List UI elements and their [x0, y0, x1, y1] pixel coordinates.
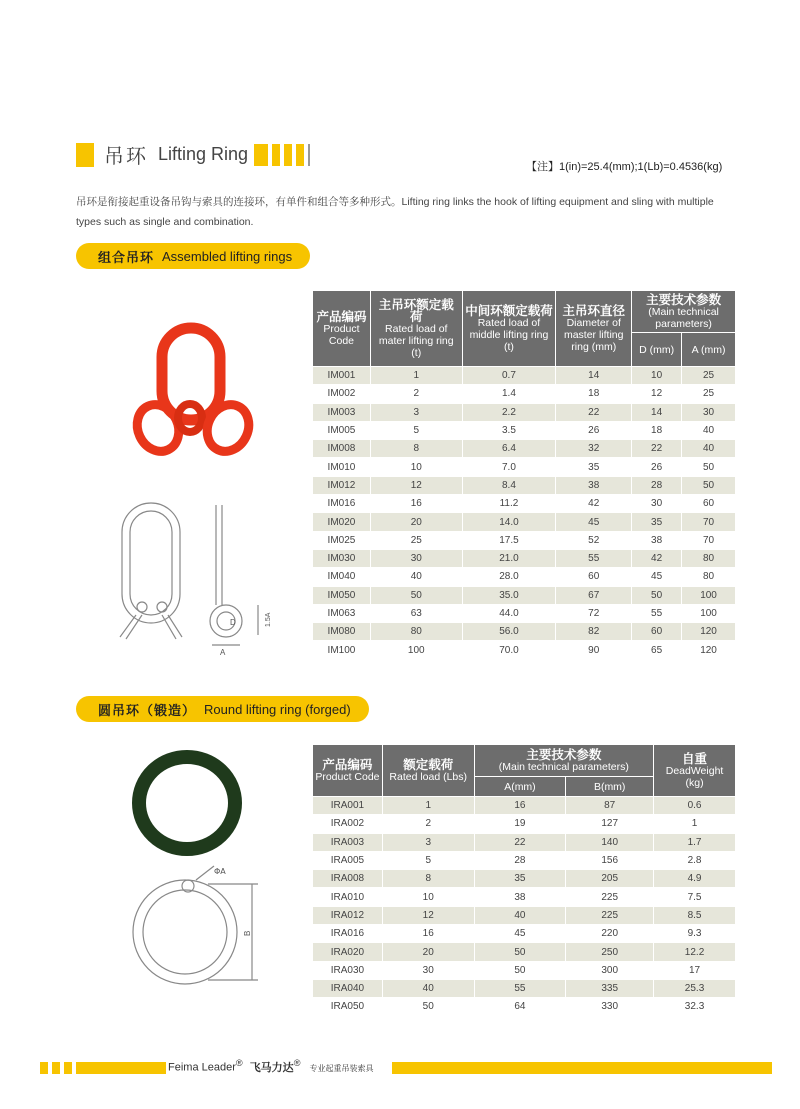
table-cell: 22 — [556, 403, 632, 421]
table-cell: IRA020 — [313, 943, 383, 961]
table-cell: 26 — [632, 458, 682, 476]
table-cell: 12 — [370, 476, 462, 494]
table-row — [313, 604, 736, 622]
table-cell: 35.0 — [462, 586, 556, 604]
table-cell: IM012 — [313, 476, 371, 494]
table-cell: 0.7 — [462, 367, 556, 385]
section-description: 吊环是衔接起重设备吊钩与索具的连接环，有单件和组合等多种形式。Lifting ring links the hook of lifting equipment and sling with multiple types such as single and combination. — [76, 196, 714, 228]
table-cell: 70 — [682, 513, 736, 531]
table-row — [313, 568, 736, 586]
table-cell: 19 — [474, 815, 566, 833]
table-cell: IRA030 — [313, 961, 383, 979]
drawing-label-b: B — [243, 930, 252, 936]
table-cell: 60 — [682, 495, 736, 513]
table-cell: IRA040 — [313, 979, 383, 997]
table-cell: 32 — [556, 440, 632, 458]
table-cell: 1 — [654, 815, 736, 833]
table-cell: 50 — [682, 476, 736, 494]
table-cell: 10 — [382, 888, 474, 906]
table-cell: 65 — [632, 641, 682, 659]
table-cell: 30 — [682, 403, 736, 421]
table-cell: 40 — [474, 906, 566, 924]
col-header-round-load: 额定载荷 Rated load (Lbs) — [382, 745, 474, 797]
assembled-heading-en: Assembled lifting rings — [162, 248, 293, 264]
table-cell: 30 — [632, 495, 682, 513]
table-cell: 28 — [474, 851, 566, 869]
round-heading-cn: 圆吊环（锻造） — [98, 703, 197, 719]
table-cell: 40 — [682, 440, 736, 458]
table-row — [313, 458, 736, 476]
round-ring — [139, 757, 235, 849]
table-cell: 225 — [566, 888, 654, 906]
table-row — [313, 385, 736, 403]
table-cell: IM020 — [313, 513, 371, 531]
table-cell: IM063 — [313, 604, 371, 622]
table-row — [313, 641, 736, 659]
col-header-diameter: 主吊环直径 Diameter of master lifting ring (mm) — [556, 291, 632, 367]
table-cell: 42 — [632, 549, 682, 567]
round-ring-drawing — [120, 862, 270, 992]
table-cell: 38 — [556, 476, 632, 494]
brand-en: Feima Leader — [168, 1061, 236, 1074]
table-cell: 67 — [556, 586, 632, 604]
table-cell: 35 — [556, 458, 632, 476]
round-spec-table — [312, 744, 736, 1017]
table-row — [313, 998, 736, 1016]
table-cell: 8.4 — [462, 476, 556, 494]
table-cell: 50 — [370, 586, 462, 604]
table-cell: 40 — [682, 421, 736, 439]
table-row — [313, 925, 736, 943]
table-cell: IM010 — [313, 458, 371, 476]
table-row — [313, 421, 736, 439]
table-cell: 127 — [566, 815, 654, 833]
title-cn: 吊环 — [104, 144, 148, 168]
assembled-table-body — [313, 367, 736, 660]
table-cell: 82 — [556, 623, 632, 641]
table-cell: 9.3 — [654, 925, 736, 943]
table-cell: 90 — [556, 641, 632, 659]
table-cell: 38 — [632, 531, 682, 549]
unit-note: 【注】1(in)=25.4(mm);1(Lb)=0.4536(kg) — [526, 161, 723, 173]
table-cell: 120 — [682, 623, 736, 641]
table-cell: 25 — [682, 385, 736, 403]
table-cell: IRA010 — [313, 888, 383, 906]
table-cell: IM030 — [313, 549, 371, 567]
title-en: Lifting Ring — [158, 144, 249, 164]
table-cell: 80 — [682, 568, 736, 586]
table-cell: IM040 — [313, 568, 371, 586]
col-header-round-b: B(mm) — [566, 777, 654, 797]
table-cell: 8 — [370, 440, 462, 458]
table-cell: 63 — [370, 604, 462, 622]
table-row — [313, 495, 736, 513]
table-row — [313, 403, 736, 421]
table-cell: 18 — [556, 385, 632, 403]
table-cell: 1.7 — [654, 833, 736, 851]
col-header-middle-load: 中间环额定载荷 Rated load of middle lifting ring (t) — [462, 291, 556, 367]
assembled-spec-table — [312, 290, 736, 660]
table-cell: IRA001 — [313, 797, 383, 815]
table-cell: 140 — [566, 833, 654, 851]
page-footer — [40, 1058, 772, 1074]
table-cell: 60 — [632, 623, 682, 641]
table-cell: 120 — [682, 641, 736, 659]
drawing-label-1-5a: 1.5A — [265, 612, 272, 627]
table-cell: 8 — [382, 870, 474, 888]
round-heading-en: Round lifting ring (forged) — [204, 701, 351, 717]
table-cell: IRA016 — [313, 925, 383, 943]
table-cell: 72 — [556, 604, 632, 622]
table-row — [313, 870, 736, 888]
table-cell: 55 — [474, 979, 566, 997]
table-cell: 20 — [382, 943, 474, 961]
table-cell: 11.2 — [462, 495, 556, 513]
table-cell: 30 — [382, 961, 474, 979]
table-cell: 100 — [370, 641, 462, 659]
table-cell: 40 — [382, 979, 474, 997]
table-row — [313, 549, 736, 567]
table-cell: IM002 — [313, 385, 371, 403]
table-cell: 3.5 — [462, 421, 556, 439]
table-cell: 22 — [474, 833, 566, 851]
table-cell: 5 — [370, 421, 462, 439]
footer-brand — [168, 1058, 374, 1075]
table-cell: 3 — [382, 833, 474, 851]
table-cell: 2.2 — [462, 403, 556, 421]
table-cell: 10 — [370, 458, 462, 476]
drawing-label-a: A — [220, 648, 226, 657]
table-cell: IRA008 — [313, 870, 383, 888]
col-header-round-a: A(mm) — [474, 777, 566, 797]
table-cell: IRA002 — [313, 815, 383, 833]
table-cell: 28.0 — [462, 568, 556, 586]
table-cell: 2.8 — [654, 851, 736, 869]
table-cell: 0.6 — [654, 797, 736, 815]
table-cell: 42 — [556, 495, 632, 513]
assembled-heading-cn: 组合吊环 — [98, 250, 155, 266]
assembled-heading — [76, 243, 310, 269]
table-cell: IM005 — [313, 421, 371, 439]
table-cell: 5 — [382, 851, 474, 869]
round-table-body — [313, 797, 736, 1017]
table-cell: IM100 — [313, 641, 371, 659]
table-cell: 330 — [566, 998, 654, 1016]
table-cell: 100 — [682, 586, 736, 604]
table-cell: 12 — [632, 385, 682, 403]
table-cell: 35 — [632, 513, 682, 531]
table-cell: 1 — [382, 797, 474, 815]
table-cell: 26 — [556, 421, 632, 439]
table-cell: 250 — [566, 943, 654, 961]
table-cell: 17 — [654, 961, 736, 979]
table-cell: 70.0 — [462, 641, 556, 659]
table-row — [313, 888, 736, 906]
table-cell: 100 — [682, 604, 736, 622]
table-cell: 45 — [556, 513, 632, 531]
table-cell: 32.3 — [654, 998, 736, 1016]
table-row — [313, 797, 736, 815]
table-cell: 6.4 — [462, 440, 556, 458]
brand-reg: ® — [235, 1058, 243, 1068]
table-cell: 300 — [566, 961, 654, 979]
table-cell: 14 — [632, 403, 682, 421]
table-row — [313, 513, 736, 531]
table-cell: 25.3 — [654, 979, 736, 997]
table-row — [313, 833, 736, 851]
round-ring-photo — [130, 748, 245, 858]
table-cell: 55 — [556, 549, 632, 567]
brand-cn-reg: ® — [293, 1058, 301, 1068]
title-accent-square — [76, 143, 94, 167]
table-cell: 50 — [382, 998, 474, 1016]
table-cell: 56.0 — [462, 623, 556, 641]
table-cell: 21.0 — [462, 549, 556, 567]
table-cell: 7.5 — [654, 888, 736, 906]
table-cell: IRA012 — [313, 906, 383, 924]
table-cell: IM008 — [313, 440, 371, 458]
table-cell: 50 — [632, 586, 682, 604]
table-cell: IM080 — [313, 623, 371, 641]
table-cell: 30 — [370, 549, 462, 567]
table-cell: 7.0 — [462, 458, 556, 476]
table-cell: 64 — [474, 998, 566, 1016]
table-cell: 55 — [632, 604, 682, 622]
table-row — [313, 367, 736, 385]
table-cell: IM016 — [313, 495, 371, 513]
table-cell: 22 — [632, 440, 682, 458]
table-cell: 10 — [632, 367, 682, 385]
table-cell: 225 — [566, 906, 654, 924]
table-cell: 3 — [370, 403, 462, 421]
table-cell: 16 — [474, 797, 566, 815]
table-cell: 52 — [556, 531, 632, 549]
table-cell: 1.4 — [462, 385, 556, 403]
col-header-master-load: 主吊环额定载荷 Rated load of mater lifting ring (t) — [370, 291, 462, 367]
table-cell: 2 — [382, 815, 474, 833]
table-cell: 35 — [474, 870, 566, 888]
round-heading — [76, 696, 369, 722]
table-cell: 80 — [370, 623, 462, 641]
table-cell: 14.0 — [462, 513, 556, 531]
title-accent-bars — [254, 144, 314, 166]
table-cell: 14 — [556, 367, 632, 385]
table-cell: 38 — [474, 888, 566, 906]
table-cell: 80 — [682, 549, 736, 567]
table-cell: IM001 — [313, 367, 371, 385]
table-cell: 50 — [682, 458, 736, 476]
assembled-ring-photo — [120, 320, 270, 460]
table-cell: 220 — [566, 925, 654, 943]
brand-slogan: 专业起重吊装索具 — [309, 1063, 374, 1073]
table-cell: 20 — [370, 513, 462, 531]
table-cell: 28 — [632, 476, 682, 494]
col-header-tech: 主要技术参数 (Main technical parameters) — [632, 291, 736, 333]
table-row — [313, 440, 736, 458]
table-cell: 12 — [382, 906, 474, 924]
table-cell: 1 — [370, 367, 462, 385]
table-cell: IM025 — [313, 531, 371, 549]
table-cell: 50 — [474, 961, 566, 979]
table-cell: 205 — [566, 870, 654, 888]
table-cell: IM003 — [313, 403, 371, 421]
sub-link-right — [200, 398, 257, 458]
assembled-ring-drawing — [112, 495, 292, 665]
table-cell: 40 — [370, 568, 462, 586]
col-header-round-code: 产品编码 Product Code — [313, 745, 383, 797]
col-header-code: 产品编码 Product Code — [313, 291, 371, 367]
brand-cn: 飞马力达 — [249, 1060, 294, 1074]
table-row — [313, 943, 736, 961]
table-cell: 45 — [474, 925, 566, 943]
table-cell: 44.0 — [462, 604, 556, 622]
table-cell: 87 — [566, 797, 654, 815]
table-row — [313, 586, 736, 604]
table-cell: 18 — [632, 421, 682, 439]
table-cell: 335 — [566, 979, 654, 997]
col-header-weight: 自重 DeadWeight (kg) — [654, 745, 736, 797]
table-cell: 8.5 — [654, 906, 736, 924]
table-cell: 25 — [370, 531, 462, 549]
table-cell: 2 — [370, 385, 462, 403]
table-row — [313, 531, 736, 549]
table-cell: IRA003 — [313, 833, 383, 851]
table-cell: 16 — [382, 925, 474, 943]
table-row — [313, 815, 736, 833]
table-row — [313, 961, 736, 979]
table-cell: IRA005 — [313, 851, 383, 869]
table-cell: IM050 — [313, 586, 371, 604]
section-title — [76, 140, 314, 169]
table-cell: 70 — [682, 531, 736, 549]
table-cell: 156 — [566, 851, 654, 869]
drawing-label-d: D — [230, 618, 236, 627]
table-cell: 45 — [632, 568, 682, 586]
table-row — [313, 979, 736, 997]
table-cell: 16 — [370, 495, 462, 513]
table-cell: 60 — [556, 568, 632, 586]
col-header-d: D (mm) — [632, 333, 682, 367]
table-cell: 17.5 — [462, 531, 556, 549]
table-cell: 12.2 — [654, 943, 736, 961]
table-row — [313, 851, 736, 869]
table-row — [313, 623, 736, 641]
table-cell: 25 — [682, 367, 736, 385]
table-row — [313, 476, 736, 494]
table-row — [313, 906, 736, 924]
drawing-label-phi-a: ΦA — [214, 867, 226, 876]
col-header-a: A (mm) — [682, 333, 736, 367]
table-cell: 4.9 — [654, 870, 736, 888]
table-cell: 50 — [474, 943, 566, 961]
col-header-round-tech: 主要技术参数 (Main technical parameters) — [474, 745, 653, 777]
table-cell: IRA050 — [313, 998, 383, 1016]
